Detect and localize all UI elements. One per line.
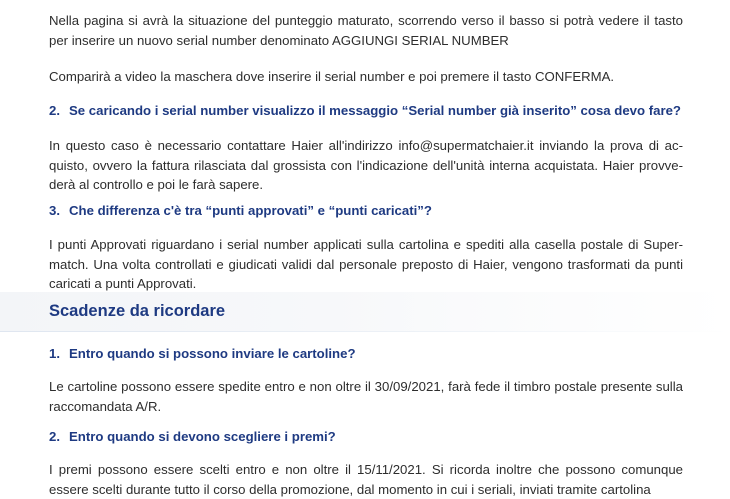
question-1-cartoline xyxy=(49,344,689,363)
question-number: 1. xyxy=(49,346,60,361)
answer-3-punti: I punti Approvati riguardano i serial number applicati sulla cartolina e spediti alla casella postale di Super-match. Una volta controllati e giudicati validi dal personale preposto di Haier, vengono trasformati da punti caricati a punti Approvati. xyxy=(49,237,683,291)
question-2-premi xyxy=(49,427,689,446)
answer-1-cartoline: Le cartoline possono essere spedite entro e non oltre il 30/09/2021, farà fede il timbro postale presente sulla raccomandata A/R. xyxy=(49,379,683,414)
question-number: 2. xyxy=(49,103,60,118)
question-number: 3. xyxy=(49,203,60,218)
question-number: 2. xyxy=(49,429,60,444)
question-3-punti xyxy=(49,201,689,220)
answer-2-serial-inserito: In questo caso è necessario contattare Haier all'indirizzo info@supermatchaier.it inviando la prova di ac-quisto, ovvero la fattura rilasciata dal grossista con l'indicazione dell'unità interna acquistata. Haier provve-derà al controllo e poi le farà sapere. xyxy=(49,138,683,192)
question-text: Che differenza c'è tra “punti approvati” e “punti caricati”? xyxy=(69,203,432,218)
section-divider xyxy=(0,331,730,332)
section-title-scadenze: Scadenze da ricordare xyxy=(49,302,226,320)
answer-2-premi: I premi possono essere scelti entro e non oltre il 15/11/2021. Si ricorda inoltre che possono comunque essere scelti durante tutto il corso della promozione, dal momento in cui i seriali, inviati tramite cartolina xyxy=(49,462,683,497)
question-text: Entro quando si possono inviare le cartoline? xyxy=(69,346,356,361)
paragraph-punteggio: Nella pagina si avrà la situazione del punteggio maturato, scorrendo verso il basso si potrà vedere il tasto per inserire un nuovo serial number denominato AGGIUNGI SERIAL NUMBER xyxy=(49,13,683,48)
question-2-serial-inserito xyxy=(49,101,689,120)
question-text: Entro quando si devono scegliere i premi? xyxy=(69,429,336,444)
paragraph-conferma: Comparirà a video la maschera dove inserire il serial number e poi premere il tasto CONFERMA. xyxy=(49,69,615,84)
question-text: Se caricando i serial number visualizzo il messaggio “Serial number già inserito” cosa devo fare? xyxy=(69,103,681,118)
